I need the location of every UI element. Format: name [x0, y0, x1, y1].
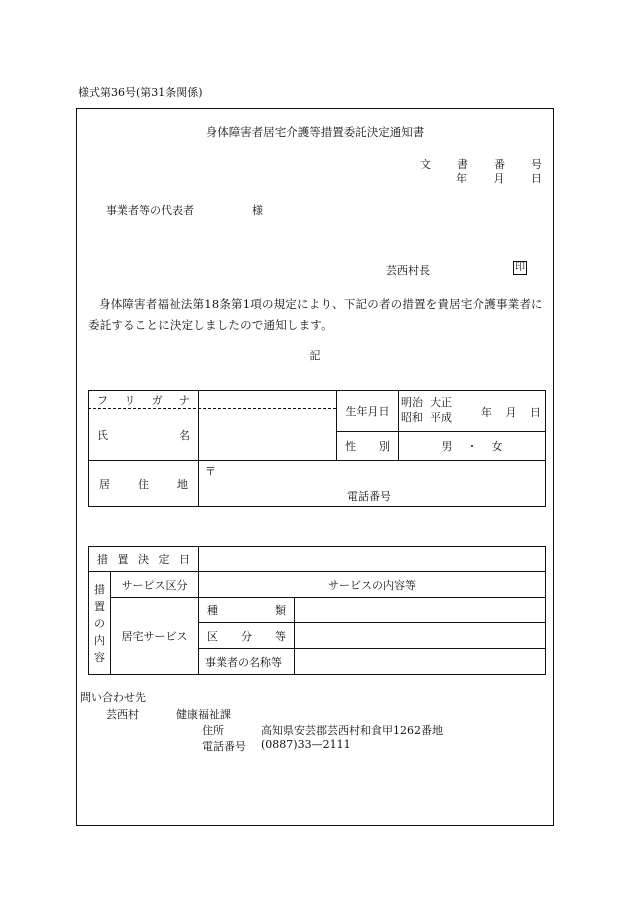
- decision-date-value[interactable]: [199, 547, 545, 571]
- contact-village: 芸西村: [106, 708, 139, 721]
- contact-address-value: 高知県安芸郡芸西村和食甲1262番地: [261, 724, 443, 737]
- table-line: [88, 506, 545, 507]
- service-category-header: サービス区分: [121, 578, 188, 592]
- division-label: 区 分 等: [207, 629, 286, 643]
- date-month: 月: [493, 172, 505, 185]
- furigana-value[interactable]: [199, 391, 336, 408]
- postal-mark: 〒: [205, 465, 216, 478]
- issue-date-field: [456, 170, 542, 186]
- date-year: 年: [456, 172, 467, 185]
- birthdate-label: 生 年 月 日: [345, 405, 390, 418]
- contact-phone-value: (0887)33—2111: [261, 738, 351, 751]
- era-options: 明治 大正 昭和 平成: [401, 396, 452, 424]
- furigana-label: フ リ ガ ナ: [97, 393, 190, 407]
- decision-date-label: 措 置 決 定 日: [97, 553, 190, 566]
- addressee: 事業者等の代表者: [106, 204, 194, 217]
- table-line: [545, 546, 546, 675]
- phone-label: 電話番号: [347, 490, 391, 503]
- table-line: [545, 390, 546, 507]
- address-label: 居 住 地: [99, 477, 188, 491]
- issuer: 芸西村長: [386, 264, 430, 277]
- provider-name-value[interactable]: [295, 649, 545, 674]
- table-line: [88, 674, 545, 675]
- contact-heading: 問い合わせ先: [80, 691, 146, 704]
- contact-department: 健康福祉課: [176, 708, 231, 721]
- date-day: 日: [531, 172, 542, 185]
- name-value[interactable]: [199, 409, 336, 460]
- gender-label: 性 別: [345, 440, 390, 453]
- seal-stamp: 印: [515, 262, 525, 273]
- kind-value[interactable]: [295, 598, 545, 622]
- doc-number-char: 書: [457, 158, 468, 171]
- measure-content-label: 措 置 の 内 容: [94, 582, 105, 664]
- doc-number-char: 番: [494, 158, 505, 171]
- doc-number-char: 号: [531, 158, 542, 171]
- form-number: 様式第36号(第31条関係): [78, 86, 203, 99]
- document-title: 身体障害者居宅介護等措置委託決定通知書: [205, 125, 425, 139]
- kind-label: 種 類: [207, 604, 286, 617]
- service-content-header: サービスの内容等: [328, 578, 416, 592]
- doc-number-char: 文: [420, 158, 431, 171]
- address-value[interactable]: [199, 461, 545, 506]
- contact-phone-label: 電話番号: [202, 740, 246, 753]
- contact-address-label: 住所: [202, 724, 224, 737]
- home-care-service-label: 居宅サービス: [121, 630, 188, 643]
- provider-name-label: 事業者の名称等: [205, 655, 282, 669]
- honorific: 様: [252, 204, 263, 217]
- gender-options[interactable]: 男 ・ 女: [441, 440, 503, 453]
- birthdate-value[interactable]: [399, 391, 545, 431]
- notice-body: 身体障害者福祉法第18条第1項の規定により、下記の者の措置を貴居宅介護事業者に委託することに決定しましたので通知します。: [88, 297, 543, 332]
- name-label: 氏 名: [97, 428, 190, 442]
- birth-ymd: 年 月 日: [481, 406, 541, 419]
- ki-heading: 記: [309, 349, 321, 362]
- division-value[interactable]: [295, 623, 545, 648]
